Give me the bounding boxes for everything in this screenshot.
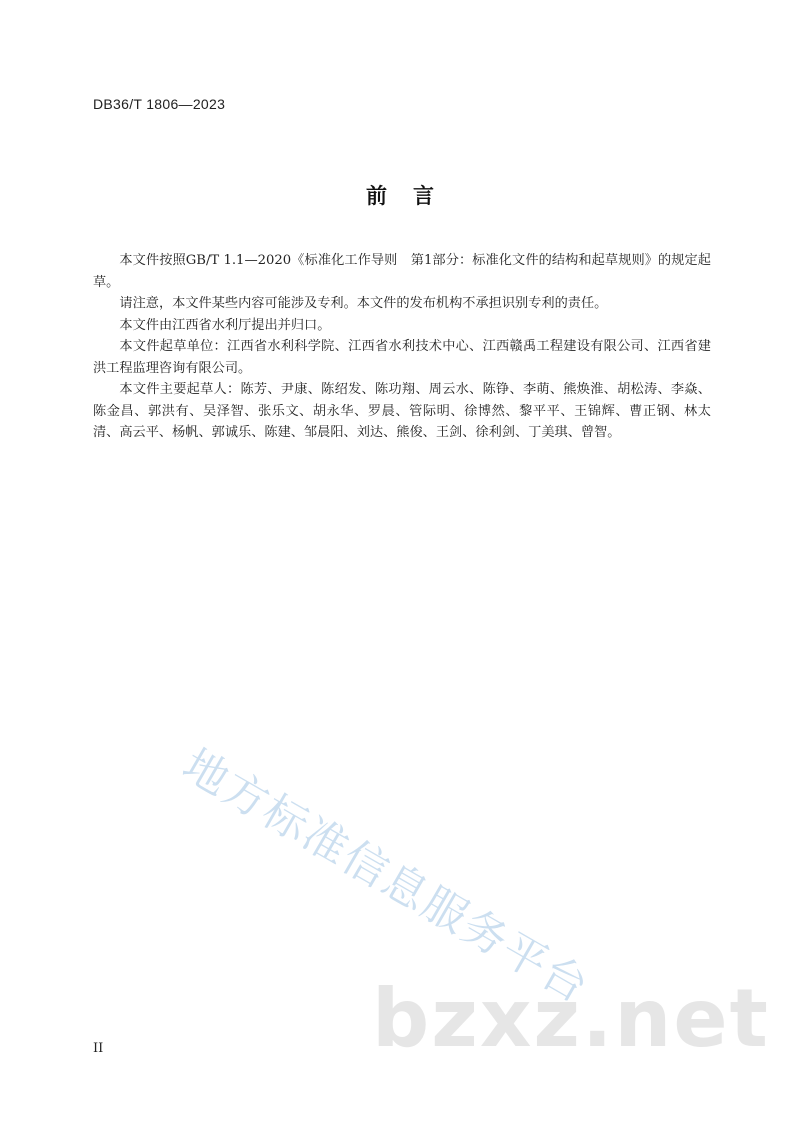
paragraph-patent-notice: 请注意，本文件某些内容可能涉及专利。本文件的发布机构不承担识别专利的责任。 [119,296,608,311]
platform-watermark: 地方标准信息服务平台 [174,739,598,1014]
document-code: DB36/T 1806—2023 [93,96,226,112]
paragraph-proposer: 本文件由江西省水利厅提出并归口。 [119,317,331,333]
foreword-body [93,250,711,444]
site-watermark: bzxz.net [372,972,770,1065]
page-number: II [93,1041,104,1056]
paragraph-drafting-units: 本文件起草单位：江西省水利科学院、江西省水利技术中心、江西赣禹工程建设有限公司、江西省建洪工程监理咨询有限公司。 [93,339,711,376]
paragraph-drafting-rules: 本文件按照GB/T 1.1—2020《标准化工作导则 第1部分：标准化文件的结构和起草规则》的规定起草。 [93,253,711,290]
paragraph-drafters: 本文件主要起草人：陈芳、尹康、陈绍发、陈功翔、周云水、陈铮、李萌、熊焕淮、胡松涛、李焱、陈金昌、郭洪有、吴泽智、张乐文、胡永华、罗晨、管际明、徐博然、黎平平、王锦辉、曹正钢、林太清、高云平、杨帆、郭诚乐、陈建、邹晨阳、刘达、熊俊、王剑、徐利剑、丁美琪、曾智。 [93,382,711,440]
page-title: 前言 [366,184,460,208]
